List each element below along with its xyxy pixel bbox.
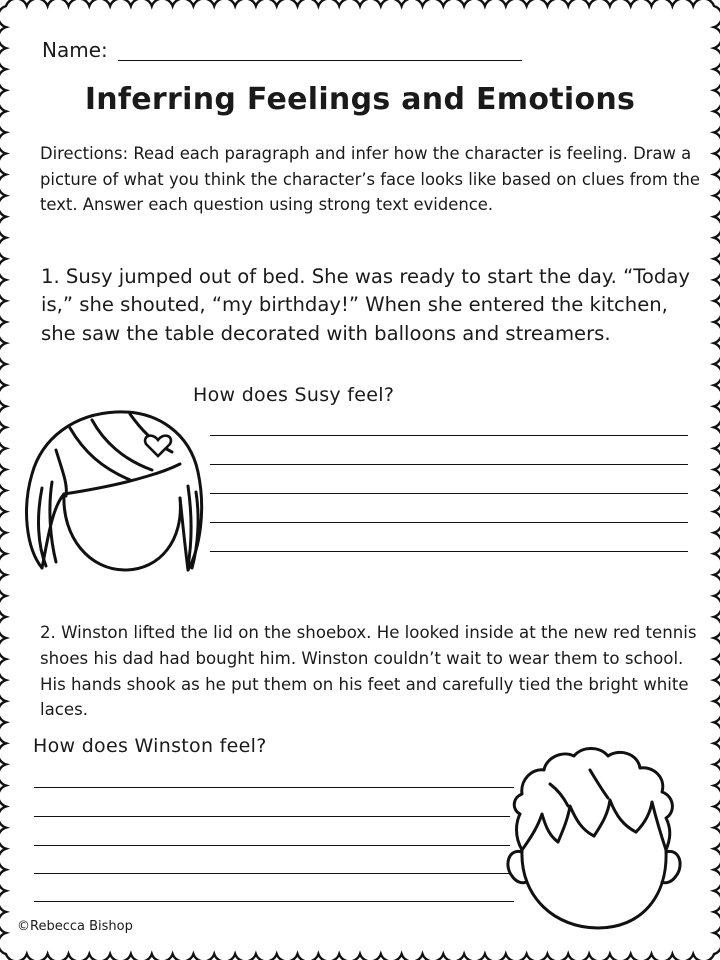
- heart-hair-clip-icon: [145, 436, 171, 456]
- directions-text: Directions: Read each paragraph and infer how the character is feeling. Draw a picture of what you think the character’s face looks like based on clues from the text. Answer each question using strong text evidence.: [40, 144, 700, 214]
- answer-line[interactable]: [34, 901, 514, 902]
- question-1-prompt: How does Susy feel?: [193, 384, 395, 406]
- worksheet-title: Inferring Feelings and Emotions: [84, 82, 636, 117]
- answer-line[interactable]: [210, 522, 688, 523]
- question-2-prompt: How does Winston feel?: [33, 735, 267, 757]
- question-1-paragraph: 1. Susy jumped out of bed. She was ready to start the day. “Today is,” she shouted, “my birthday!” When she entered the kitchen, she saw the table decorated with balloons and streamers.: [41, 265, 690, 345]
- answer-line[interactable]: [210, 435, 688, 436]
- girl-face-outline-icon: [12, 398, 212, 580]
- answer-line[interactable]: [34, 787, 514, 788]
- copyright-credit: ©Rebecca Bishop: [17, 919, 133, 934]
- name-label: Name:: [42, 38, 108, 62]
- name-write-line[interactable]: [118, 60, 522, 61]
- answer-line[interactable]: [34, 873, 510, 874]
- answer-line[interactable]: [34, 845, 510, 846]
- answer-line[interactable]: [210, 551, 688, 552]
- answer-line[interactable]: [210, 464, 688, 465]
- answer-line[interactable]: [34, 816, 510, 817]
- boy-face-outline-icon: [498, 740, 692, 938]
- answer-line[interactable]: [210, 493, 688, 494]
- question-2-paragraph: 2. Winston lifted the lid on the shoebox. He looked inside at the new red tennis shoes his dad had bought him. Winston couldn’t wait to wear them to school. His hands shook as he put them on his feet and carefully tied the bright white laces.: [40, 623, 697, 720]
